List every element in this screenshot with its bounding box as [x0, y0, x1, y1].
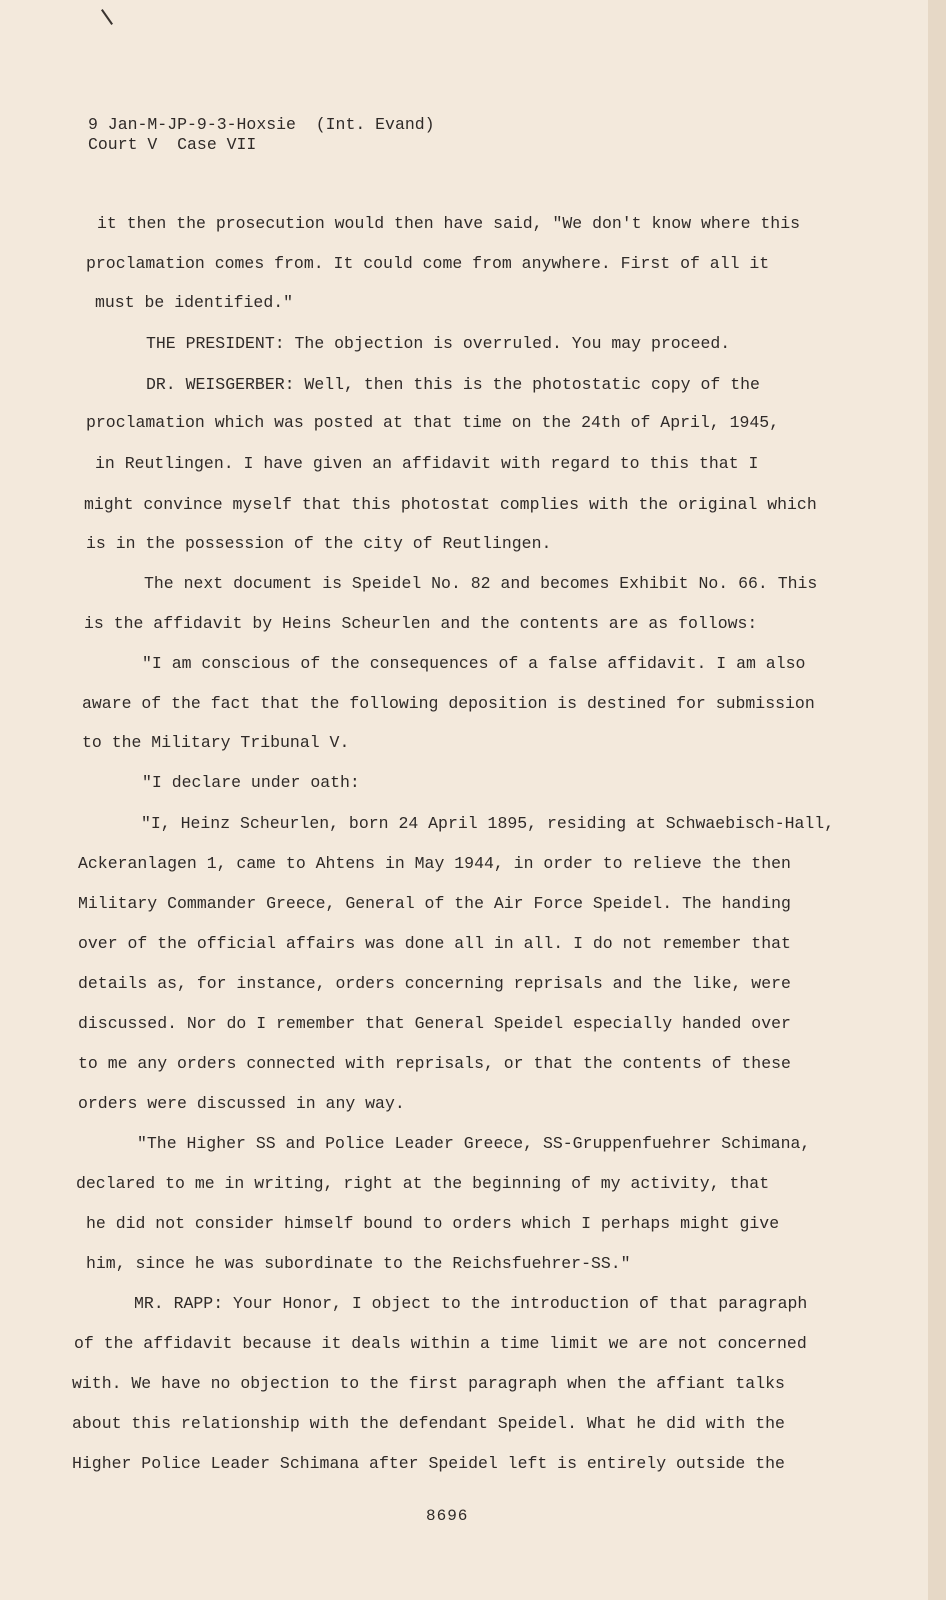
text-line: The next document is Speidel No. 82 and becomes Exhibit No. 66. This [144, 574, 818, 593]
text-line: discussed. Nor do I remember that General Speidel especially handed over [78, 1014, 791, 1033]
text-line: with. We have no objection to the first paragraph when the affiant talks [72, 1374, 785, 1393]
text-line: proclamation which was posted at that time on the 24th of April, 1945, [86, 413, 780, 432]
text-line: MR. RAPP: Your Honor, I object to the introduction of that paragraph [134, 1294, 808, 1313]
pencil-mark [101, 9, 113, 25]
header-line-2: Court V Case VII [88, 135, 257, 154]
page-edge [928, 0, 946, 1600]
text-line: is in the possession of the city of Reutlingen. [86, 534, 552, 553]
text-line: in Reutlingen. I have given an affidavit with regard to this that I [95, 454, 759, 473]
text-line: proclamation comes from. It could come from anywhere. First of all it [86, 254, 770, 273]
text-line: Higher Police Leader Schimana after Speidel left is entirely outside the [72, 1454, 785, 1473]
text-line: orders were discussed in any way. [78, 1094, 405, 1113]
text-line: "I declare under oath: [142, 773, 360, 792]
text-line: over of the official affairs was done all in all. I do not remember that [78, 934, 791, 953]
text-line: THE PRESIDENT: The objection is overruled. You may proceed. [146, 334, 731, 353]
text-line: "I, Heinz Scheurlen, born 24 April 1895, residing at Schwaebisch-Hall, [141, 814, 835, 833]
text-line: to the Military Tribunal V. [82, 733, 350, 752]
text-line: is the affidavit by Heins Scheurlen and the contents are as follows: [84, 614, 758, 633]
header-line-1: 9 Jan-M-JP-9-3-Hoxsie (Int. Evand) [88, 115, 435, 134]
text-line: aware of the fact that the following deposition is destined for submission [82, 694, 815, 713]
text-line: of the affidavit because it deals within a time limit we are not concerned [74, 1334, 807, 1353]
text-line: to me any orders connected with reprisals, or that the contents of these [78, 1054, 791, 1073]
text-line: must be identified." [95, 293, 294, 312]
text-line: him, since he was subordinate to the Reichsfuehrer-SS." [86, 1254, 631, 1273]
text-line: it then the prosecution would then have said, "We don't know where this [97, 214, 801, 233]
text-line: declared to me in writing, right at the beginning of my activity, that [76, 1174, 770, 1193]
text-line: about this relationship with the defendant Speidel. What he did with the [72, 1414, 785, 1433]
page-number: 8696 [426, 1507, 469, 1525]
text-line: details as, for instance, orders concerning reprisals and the like, were [78, 974, 791, 993]
text-line: Ackeranlagen 1, came to Ahtens in May 1944, in order to relieve the then [78, 854, 791, 873]
text-line: Military Commander Greece, General of the Air Force Speidel. The handing [78, 894, 791, 913]
text-line: he did not consider himself bound to orders which I perhaps might give [86, 1214, 780, 1233]
text-line: "The Higher SS and Police Leader Greece, SS-Gruppenfuehrer Schimana, [137, 1134, 811, 1153]
text-line: DR. WEISGERBER: Well, then this is the photostatic copy of the [146, 375, 760, 394]
document-header [88, 115, 435, 155]
text-line: might convince myself that this photostat complies with the original which [84, 495, 817, 514]
text-line: "I am conscious of the consequences of a false affidavit. I am also [142, 654, 806, 673]
